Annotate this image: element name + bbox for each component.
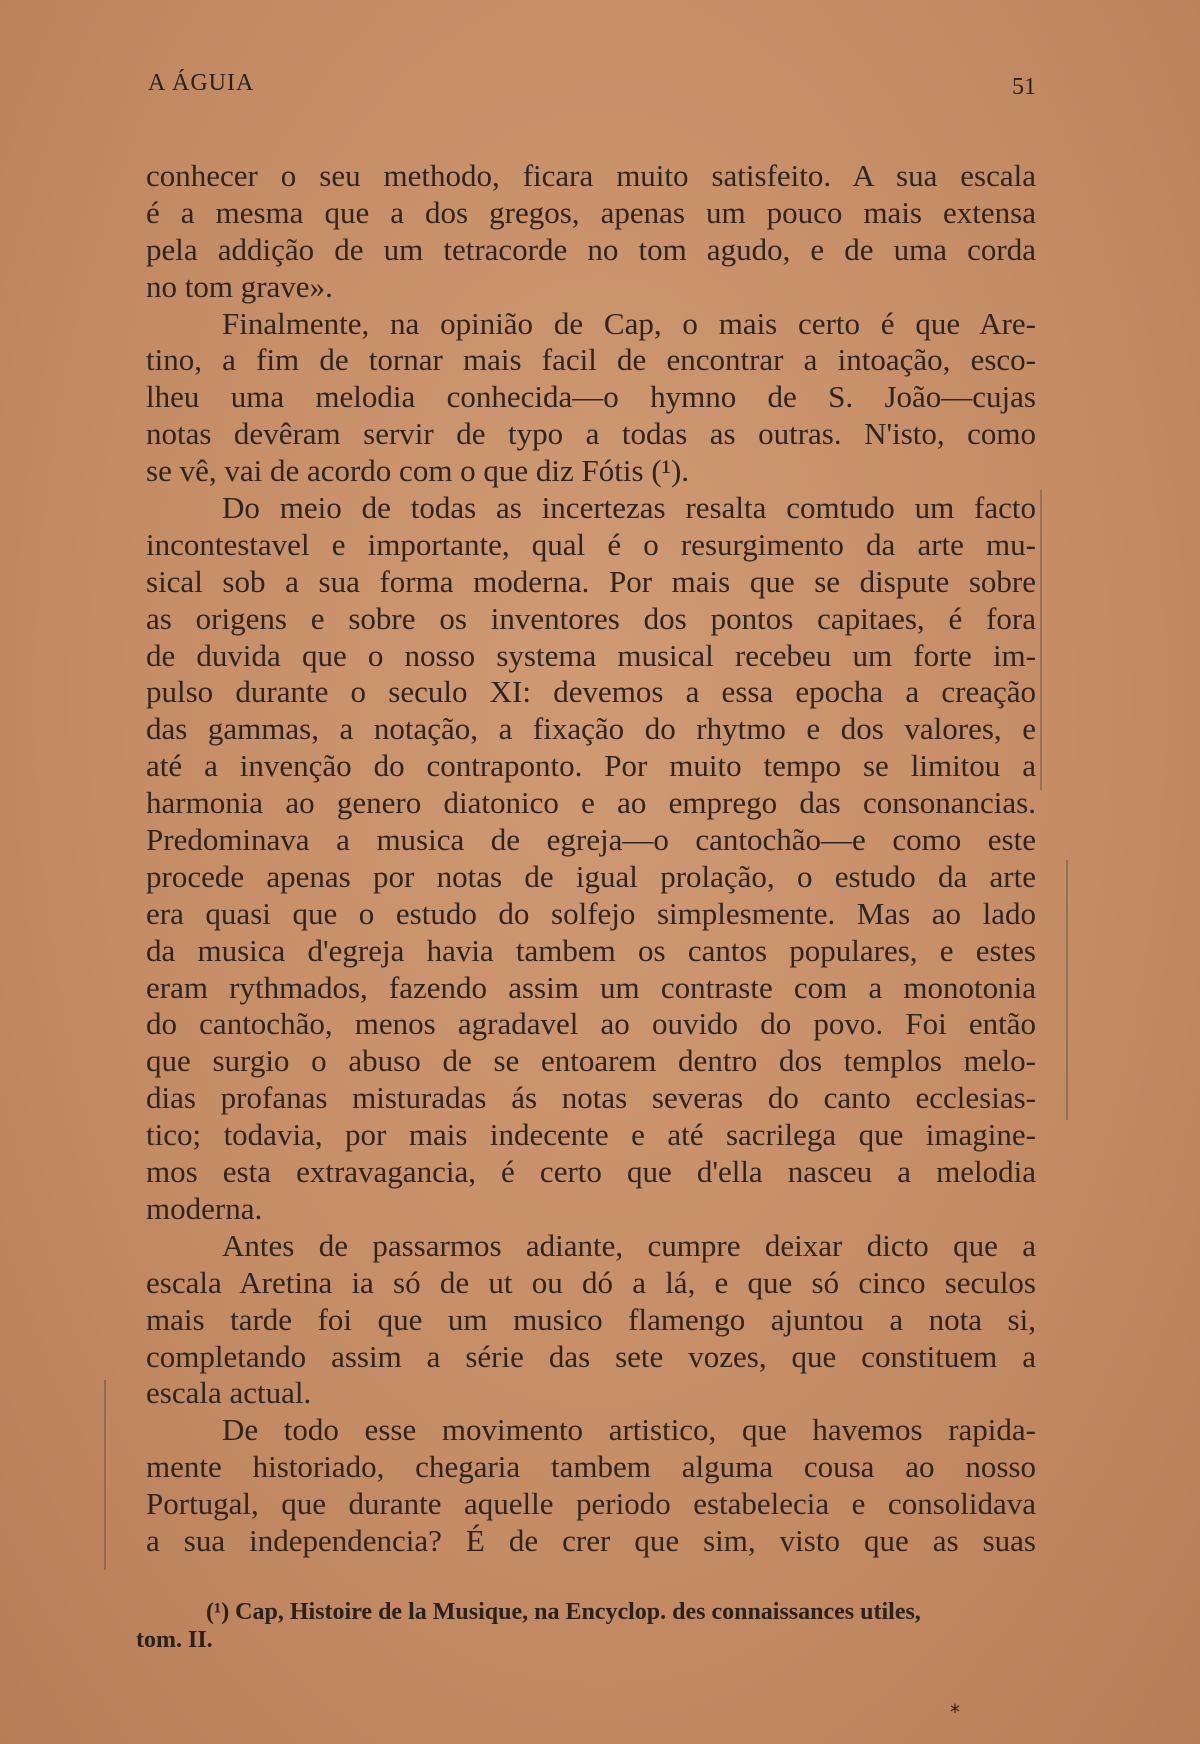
- text-line: procede apenas por notas de igual prolação, o estudo da arte: [146, 858, 1036, 894]
- text-line: das gammas, a notação, a fixação do rhytmo e dos valores, e: [146, 711, 1036, 747]
- text-line: de duvida que o nosso systema musical recebeu um forte im-: [146, 637, 1036, 673]
- text-line: completando assim a série das sete vozes, que constituem a: [146, 1338, 1036, 1374]
- text-line: mente historiado, chegaria tambem alguma cousa ao nosso: [146, 1449, 1036, 1485]
- text-line: da musica d'egreja havia tambem os cantos populares, e estes: [146, 932, 1036, 968]
- text-line: notas devêram servir de typo a todas as outras. N'isto, como: [146, 416, 1036, 452]
- ornament-asterisk: *: [950, 1700, 960, 1724]
- paragraph-start-line: De todo esse movimento artistico, que havemos rapida-: [222, 1412, 1036, 1448]
- pencil-mark: [104, 1380, 106, 1570]
- paragraph-start-line: Finalmente, na opinião de Cap, o mais certo é que Are-: [222, 305, 1036, 341]
- text-line: tino, a fim de tornar mais facil de encontrar a intoação, esco-: [146, 342, 1036, 378]
- text-line: mais tarde foi que um musico flamengo ajuntou a nota si,: [146, 1301, 1036, 1337]
- paragraph-start-line: Antes de passarmos adiante, cumpre deixar dicto que a: [222, 1227, 1036, 1263]
- text-line: as origens e sobre os inventores dos pontos capitaes, é fora: [146, 600, 1036, 636]
- text-line: tico; todavia, por mais indecente e até sacrilega que imagine-: [146, 1117, 1036, 1153]
- text-line: se vê, vai de acordo com o que diz Fótis (¹).: [146, 453, 690, 489]
- page-number: 51: [1012, 74, 1036, 100]
- pencil-mark: [1066, 860, 1068, 1120]
- text-line: lheu uma melodia conhecida—o hymno de S. João—cujas: [146, 379, 1036, 415]
- text-line: moderna.: [146, 1190, 263, 1226]
- text-line: eram rythmados, fazendo assim um contraste com a monotonia: [146, 969, 1036, 1005]
- text-line: sical sob a sua forma moderna. Por mais que se dispute sobre: [146, 563, 1036, 599]
- text-line: era quasi que o estudo do solfejo simplesmente. Mas ao lado: [146, 895, 1036, 931]
- text-line: escala actual.: [146, 1375, 312, 1411]
- text-line: pulso durante o seculo XI: devemos a essa epocha a creação: [146, 674, 1036, 710]
- body-text: [146, 158, 1036, 1560]
- text-line: incontestavel e importante, qual é o resurgimento da arte mu-: [146, 526, 1036, 562]
- text-line: no tom grave».: [146, 268, 333, 304]
- text-line: é a mesma que a dos gregos, apenas um pouco mais extensa: [146, 194, 1036, 230]
- running-title: A ÁGUIA: [148, 70, 255, 96]
- text-line: do cantochão, menos agradavel ao ouvido do povo. Foi então: [146, 1006, 1036, 1042]
- text-line: dias profanas misturadas ás notas severas do canto ecclesias-: [146, 1080, 1036, 1116]
- footnote: [136, 1598, 1036, 1654]
- text-line: conhecer o seu methodo, ficara muito satisfeito. A sua escala: [146, 158, 1036, 193]
- paragraph-start-line: Do meio de todas as incertezas resalta comtudo um facto: [222, 490, 1036, 526]
- text-line: pela addição de um tetracorde no tom agudo, e de uma corda: [146, 231, 1036, 267]
- text-line: que surgio o abuso de se entoarem dentro dos templos melo-: [146, 1043, 1036, 1079]
- pencil-mark: [1040, 490, 1042, 790]
- text-line: a sua independencia? É de crer que sim, visto que as suas: [146, 1522, 1036, 1558]
- text-line: harmonia ao genero diatonico e ao emprego das consonancias.: [146, 785, 1036, 821]
- footnote-line: (¹) Cap, Histoire de la Musique, na Encyclop. des connaissances utiles,: [206, 1599, 921, 1625]
- text-line: escala Aretina ia só de ut ou dó a lá, e que só cinco seculos: [146, 1264, 1036, 1300]
- text-line: Predominava a musica de egreja—o cantochão—e como este: [146, 822, 1036, 858]
- text-line: Portugal, que durante aquelle periodo estabelecia e consolidava: [146, 1486, 1036, 1522]
- text-line: até a invenção do contraponto. Por muito tempo se limitou a: [146, 748, 1036, 784]
- text-line: mos esta extravagancia, é certo que d'ella nasceu a melodia: [146, 1154, 1036, 1190]
- footnote-line: tom. II.: [136, 1627, 213, 1653]
